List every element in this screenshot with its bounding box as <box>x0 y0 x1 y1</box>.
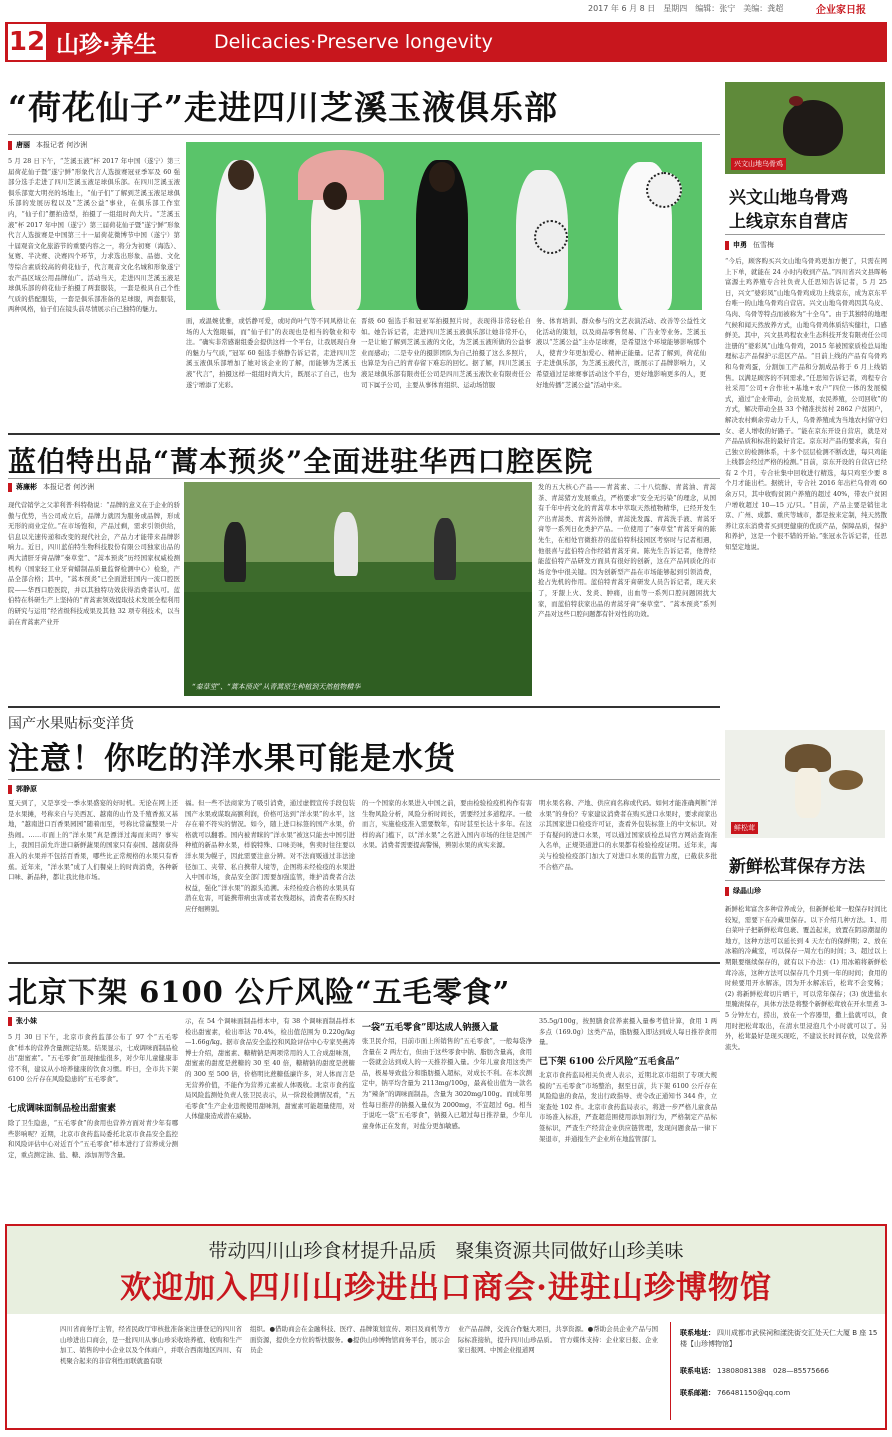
sidebar2-title: 新鲜松茸保存方法 <box>729 857 865 877</box>
article2-col1: 现代营销学之父菲利普·科特勒说：“品牌的意义在于企业的骄傲与优势，当公司成立后，品牌力就因为服务或品牌，形成无形的商业定位。”在市场饱和，产品过剩，需求引领供给，信息以光速传递和改变的现代社会，产品力才能带来品牌影响力。近日，四川蓝伯特生物科技股份有限公司独家出品的两大清肝牙膏品牌“秦草堂”、“蒿本预炎”历经国家权威检测机构（国家轻工业牙膏蜡制品质量监督检测中心）检验，产品全部合格；其中，“蒿本预炎”已全面进驻国内一流口腔医院——华西口腔医院，并以其独特功效获得消费者认可。蓝伯特在科研生产上坚持的“青蒿素领效提取技术发展全程利用的研究与运用”经省级科技成果及其他 32 项专利技术，以当前在青蒿素产业开 <box>8 501 180 626</box>
article4-col3: 张卫民介绍，目前市面上所销售的“五毛零食”，一般每袋净含量在 2 两左右，但由于这些零食中钠、脂肪含量高，食用一袋就会达到成人的一天推荐摄入量。少年儿童食用这类产品，极易导致盐分和脂肪摄入超标，对成长不利。在本次测定中，钠平均含量为 2113mg/100g，最高检出值为一款名为“辣条”的调味面制品，含量为 3020mg/100g。而成年男性每日推荐的钠摄入量仅为 2000mg，不宜超过 6g。相当于说吃一袋“五毛零食”，钠摄入已超过每日推荐量，少年儿童身体正在发育，对盐分更加敏感。 <box>362 1037 532 1130</box>
article3-col2: 福。但一些不法商家为了吸引消费，通过虚假宣传手段包装国产水果或谋取高额利润，价格可达到“洋水果”的水平，这存在着不符实的情况。如今，随上进口标签的国产水果，价格就可以翻番。国内被青睐的“洋水果”被这只能去中国引进种植的新品种水果，样貌特殊、口味美味，售卖时往往要以洋水果为幌子，因此需要注意分辨。对不法商贩通过非法途径加工、夹带、私自携带人境等，企图将未经检疫的水果进入中国市场，食品安全部门需要加强监管，维护消费者合法权益，强化“洋水果”的源头追溯。未经检疫合格的水果具有潜在危害，可能携带病虫害或者农残超标，消费者在购买时应仔细辨别。 <box>185 799 355 913</box>
article1-col2: 面，或温婉优雅，或恬静可爱，或时尚叶气等不同风格让在场的人大饱眼福，而“仙子们”的表现也是相当的敬业和专注。“确实非常感谢组委会提供这样一个平台，让我展现自身的魅力与气质，”冠军 60 强选手蔡静告诉记者，走进四川芝溪玉液俱乐部增加了她对该企业的了解，而能够为芝溪玉液“代言”，拍摄这样一组组时尚大片，既展示了自己，也为遂宁增添了光彩。 <box>186 317 356 389</box>
ad-line1: 带动四川山珍食材提升品质 聚集资源共同做好山珍美味 <box>208 1240 684 1262</box>
sidebar1-photo <box>725 82 885 174</box>
sidebar2-byline <box>725 886 767 896</box>
article3-col1: 夏天到了，又是享受一季水果盛宴的好时机。无论在网上还是水果摊，号称来自与美西瓦、越南的山竹及千殖香蕉又基地，“越南进口百香果园园”随着而至，号称比常赢整果一片热闹。……市面上的“洋水果”真是漂洋过海而来吗？事实上，我国目前允许进口新鲜蔬果的国家只有泰国、越南获得准入的水果并不包括百香果，哪些比正常规格的水果只有香蕉。近年来，“洋水果”成了人们餐桌上的时尚消费，各种新口味、新品种，都让我比他市场。 <box>8 799 178 882</box>
football <box>534 220 568 254</box>
plants <box>184 592 532 696</box>
contact-address <box>680 1328 880 1350</box>
article4-subhead: 七成调味面制品检出甜蜜素 <box>8 1104 117 1114</box>
byline-mark <box>8 141 12 150</box>
divider <box>8 962 720 964</box>
ad-col3: 业产品品牌，交流合作魅大项目，共享资源。●帮助会员企业产品与国际标准接轨，提升四川山珍品质。 官方媒体支持：企业家日报、企业家日报网、中国企业报道网 <box>458 1325 658 1355</box>
byline-mark <box>725 241 729 250</box>
article4-col2: 示，在 54 个调味面制品样本中，有 38 个调味面制品样本检出甜蜜素，检出率达 70.4%，检出值范围为 0.220g/kg—1.66g/kg。据市食品安全监控和风险评估中心专家吴燕涛博士介绍，甜蜜素、糖精钠是两项常用的人工合成甜味剂，甜蜜素的甜度是蔗糖的 30 至 40 倍，糖精钠的甜度是蔗糖的 300 至 500 倍，价格明比蔗糖低廉许多，对人体而言是无营养价值，不能作为营养元素被人体吸收。北京市食药监局风险监测处负责人张卫民表示，从一阶段检测情况看，“五毛零食”生产企业违规使用甜味剂，甜蜜素可能超量使用，对人体健康造成潜在威胁。 <box>185 1017 355 1121</box>
article3-col4: 明水果名称、产地、供应商名称或代码。如何才能准确判断“洋水果”的身份？专家建议消费者在购买进口水果时，要求商家出示其国家进口检疫许可证，查看外包装标签上的中文标识。对于有疑问的进口水果，可以通过国家质检总局官方网站查询准入名单，正规渠道进口的水果都有检验检疫证明。近年来，海关与检验检疫部门加大了对进口水果的监管力度，已截获多批不合格产品。 <box>539 799 717 871</box>
divider <box>8 779 720 780</box>
ad-line2: 欢迎加入四川山珍进出口商会·进驻山珍博物馆 <box>120 1270 772 1306</box>
article3-kicker: 国产水果贴标变洋货 <box>8 716 134 732</box>
sidebar2-photo <box>725 730 885 838</box>
contact-phone-label: 联系电话： <box>680 1367 715 1375</box>
sidebar1-body: “今后，顾客购买兴文山地乌骨鸡更加方便了，只需在网上下单，就能在 24 小时内收到产品。”四川省兴文县晖畅富源土鸡养殖专合社负责人任思知告诉记者，5 月 25 日，兴文“婆彩凤”山地乌骨鸡成功上线京东，成为京东平台唯一的山地乌骨鸡自营店。兴文山地乌骨鸡因其乌皮、乌肉、乌骨等特点而被称为“十全乌”。由于其独特的地理气候和闻天然放养方式，山地乌骨鸡体质结实健壮，口感鲜美。其中，兴文县鸡程农业生态科技开发有限责任公司注册的“婆彩凤”山地乌骨鸡，2015 年被国家质检总局地理标志产品保护示范区产品。“目前上线的产品有乌骨鸡和乌骨鸡蛋，分割加工产品和分割成品将于 6 月上线销售。以满足顾客的不同需求。”任思知告诉记者，鸡程专合社采用“公司+合作社+基地+农户”四位一体的发展模式，通过“企业带动，会员发展，农民养殖，公司回收”的方式，解决带动全县 33 个精准扶贫村 2862 户贫困户，解决农村剩余劳动力千人，乌骨养殖成为当地农村留守妇女、老人增收的好路子。“能在京东开设自营店，就是对产品品质和标准的最好肯定。京东对产品的要求高，有自己独立的检测体系，十多个层层检测不断改进，每只鸡能上线都会经过严格的检测。”目前，京东开设的自营店已经有 2 个月，专合社集中回收进行精选，每只鸡至少要 8 个月才能出栏。据统计，专合社 2016 年出栏乌骨鸡 60 余万只，其中收购贫困户养殖的超过 40%，带农户贫困户增收超过 10—15 元/只。“目前，产品主要是销往北京、广州、成都、重庆等城市，都是按来定制，纯天然散养让京东消费者买到更健康的优质产品，保障品质，保护和养护，这是一个很不错的开始。”张冠永告诉记者，任思知坚定地说。 <box>725 257 887 552</box>
contact-email-value: 766481150@qq.com <box>717 1389 791 1397</box>
article4-col4: 35.5g/100g，按照膳食营养素摄入量参考值计算，食用 1 两多点（169.0g）这类产品，脂肪摄入即达到成人每日推荐食用量。 <box>539 1017 717 1047</box>
byline-mark <box>8 1017 12 1026</box>
article1-col3: 晋级 60 强选手和冠亚军拍摄照片时，表现得非常轻松自如。她告诉记者，走进四川芝溪玉液俱乐部让她非常开心，一是让她了解到芝溪玉液的文化，为芝溪玉液所做的公益事业而感动；二是专业的摄影团队为自己拍摄了这么多照片，也算是为自己的青春留下难忘的回忆。据了解，四川芝溪玉液足球俱乐部有限责任公司是四川芝溪玉液饮业有限责任公司下属子公司，主要从事体育组织、运动场馆服 <box>361 317 531 389</box>
byline-author-2: 伍雪梅 <box>753 241 774 249</box>
paper-name: 企业家日报 <box>816 5 866 16</box>
article1-title: “荷花仙子”走进四川芝溪玉液俱乐部 <box>8 88 558 127</box>
article1-col4: 务、体育培训、群众参与的文艺表演活动、改善等公益性文化活动的策划，以及商品零售贸易、广告业等业务。芝溪玉液以“芝溪公益”主办足球赛，是希望这个环境能够影响那个人，使青少年更加爱心、精神正能量。记者了解到，荷花仙子走进俱乐部，为芝溪玉液代言，既展示了品牌影响力，又希望通过足球赛事活动这个平台，更好地影响更多的人，更好地传播“芝溪公益”活动中来。 <box>536 317 706 389</box>
article4-title: 北京下架 6100 公斤风险“五毛零食” <box>8 975 511 1009</box>
article4-col1b: 除了卫生隐患，“五毛零食”的食用也营养方面对青少年有哪些影响呢？近期，北京市食药监局委托北京市食品安全监控和风险评估中心对近百个“五毛零食”样本进行了营养成分测定，重点测定油、盐、糖、添加剂等含量。 <box>8 1119 178 1159</box>
contact-email <box>680 1388 790 1398</box>
model-head <box>323 182 347 210</box>
sidebar2-body: 新鲜松茸富含多种营养成分，但新鲜松茸一般保存时间比较短，需要下在冷藏里保存。以下介绍几种方法。1、用白菜叶子把新鲜松茸包裹、覆盖起来，放置在阴凉潮湿的地方，这种方法可以延长到 4 天左右的保鲜期；2、放在冰箱的冷藏室，可以保存一周左右的时间；3、超过以上期限要继续保存的，就有以下办法：(1) 用冰箱将新鲜松茸冷冻，这种方法可以保存几个月到一年的时间；食用的时候要用开水解冻，因为开水解冻后，松茸不会变稀；(2) 将新鲜松茸切片晒干，可以常年保存；(3) 放进盐水里腌渍保存，具体方法是将整个新鲜松茸放在开水里煮 3-5 分钟左右，捞出，放在一个容器里，撒上盐就可以，食用时把松茸取出，在清水里浸泡几个小时就可以了。另外，松茸最好是现买现吃，不建议长时间存放，以免营养流失。 <box>725 905 887 1051</box>
article2-photo <box>184 482 532 696</box>
section-title-cn: 山珍·养生 <box>56 32 157 58</box>
byline-author: 蒋廉彬 <box>16 483 37 491</box>
article4-col4b: 北京市食药监局相关负责人表示，近期北京市组织了专项大规模的“五毛零食”市场整治，据至日前，共下架 6100 公斤存在风险隐患的食品，发出行政指导、责令改正通知书 344 件，立案查处 102 件。北京市食药监局表示，将进一步严格儿童食品市场准入标准，严查超范围使用添加剂行为，严格制定产品标签标识，严查生产经营企业供应链管理，发现问题食品一律下架退市，并通报生产企业所在地监管部门。 <box>539 1071 717 1143</box>
sidebar1-title-line2: 上线京东自营店 <box>729 212 848 232</box>
mushroom-stem <box>795 768 821 818</box>
article4-col3-head: 一袋“五毛零食”即达成人钠摄入量 <box>362 1023 499 1033</box>
contact-address-label: 联系地址： <box>680 1329 715 1337</box>
model-head <box>228 160 254 190</box>
photo-caption: 鲜松茸 <box>731 822 758 834</box>
byline-author: 唐丽 <box>16 141 30 149</box>
contact-phone <box>680 1366 829 1376</box>
photo-caption: 兴文山地乌骨鸡 <box>731 158 786 170</box>
byline-reporter: 本报记者 何沙洲 <box>36 141 88 149</box>
article2-title: 蓝伯特出品“蒿本预炎”全面进驻华西口腔医院 <box>8 445 594 478</box>
divider <box>8 433 720 435</box>
article2-col3: 发的五大核心产品——青蒿素、二十八烷醇、青蒿油、青蒿茶、青蒿猪方发展重点，严格要求“安全无污染”的理念，从国有千年中药文化的青蒿草本中萃取天然植物精华，已经开发生产出青蒿类、青蒿外治牌，青蒿洗发露、青蒿洗手液、青蒿牙膏等一系列日化类护产品。一位使用了“秦草堂”青蒿牙膏的陈先生，在相处官微推荐的蓝伯特科技园区考察时与记者相遇，他很喜与蓝伯特合作经销青蒿牙膏。陈先生告诉记者，他曾经能蓝伯特产品研发方面具有很好的创新，这在产品同质化的市场竞争中很关键。因为创新型产品在市场能够起到引领消费，抢占先机的作用。蓝伯特青蒿牙膏研发人员告诉记者，现天来了，牙龈上火、发炎、肿痛，出血等一系列口腔问题困扰大家，而蓝伯特获家出品的青蒿牙膏“秦草堂”、“蒿本预炎”系列产品对这些口腔问题都有针对性的功效。 <box>538 483 716 619</box>
article2-byline <box>8 482 94 492</box>
model-head <box>429 162 455 192</box>
article1-col1: 5 月 28 日下午，“芝溪玉液”杯 2017 年中国（遂宁）第三届荷花仙子暨“遂宁鲜”形象代言人选拔赛冠亚季军及 60 强部分选手走进了四川芝溪玉液足球俱乐部。在四川芝溪玉液俱乐部宽大明亮的场地上，“仙子们”了解到芝溪玉液足球俱乐部的发展历程以及“芝溪公益”事业，在俱乐部工作室内，“仙子们”摆拍造型，拍摄了一组组时尚大片。“芝溪玉液”杯 2017 年中国（遂宁）第三届荷花仙子暨“遂宁鲜”形象代言人选拔赛是中国第三十一届荷花微博节中国（遂宁）第十届观音文化旅游节的重要内容之一，将分为初赛（海选）、复赛、半决赛、决赛四个环节，力求选出形象、品德、文化等综合素质较高的荷花仙子，代言观音文化名城和形象遂宁农产品区域公用品牌仙广。活动当天，走进四川芝溪玉液足球俱乐部的荷花仙子拍摄了两套服装，一套是极具自己个性气质的搭配服装，一套是俱乐部准备的足球服，两套服装，两种风格，仙子们在镜头前尽情展示自己独特的魅力。 <box>8 157 180 314</box>
byline-author: 申勇 <box>733 241 747 249</box>
article4-subhead-2: 已下架 6100 公斤风险“五毛食品” <box>539 1057 680 1067</box>
divider <box>725 234 885 235</box>
article3-col3: 的一个国家的水果进入中国之前，要由检验检疫机构作有害生物风险分析，风险分析时间长，需要经过多道程序。一般而言，实施检疫准入需要数年，有时甚至长达十多年。在这样的高门槛下，以“洋水果”之名进入国内市场的往往是国产水果。消费者需要提高警惕，辨别水果的真实来源。 <box>362 799 532 850</box>
article1-photo <box>186 142 702 310</box>
byline-author: 郭静原 <box>16 785 37 793</box>
mushroom-cap <box>829 770 863 790</box>
contact-address-value: 四川成都市武侯祠和漾洗街交汇处天仁大厦 B 座 15 楼【山珍博物馆】 <box>680 1329 878 1348</box>
byline-author: 张小妹 <box>16 1017 37 1025</box>
ad-col2: 组织。●借助商会在金融科技、医疗、品牌策划宣传、项目及商机等方面资源，提供全方位的帮扶服务。●提供山珍博物馆商务平台，展示会员企 <box>250 1325 450 1355</box>
sidebar1-byline <box>725 240 774 250</box>
byline-mark <box>8 785 12 794</box>
divider <box>8 478 720 479</box>
ad-divider <box>670 1322 671 1420</box>
chicken <box>783 100 843 156</box>
person <box>334 512 358 576</box>
person <box>224 522 246 582</box>
divider <box>8 1011 720 1012</box>
contact-email-label: 联系邮箱： <box>680 1389 715 1397</box>
photo-caption: “秦草堂”、“蒿本预炎”从青蒿原生种植到天然植物精华 <box>192 683 361 691</box>
page-number: 12 <box>8 24 46 60</box>
sidebar1-title-line1: 兴文山地乌骨鸡 <box>729 188 848 208</box>
article4-byline <box>8 1016 43 1026</box>
byline-author: 绿晶山珍 <box>733 887 761 895</box>
person <box>434 518 456 580</box>
divider <box>8 706 720 708</box>
chicken-comb <box>789 96 803 106</box>
ad-col1: 四川省商务厅主管，经省民政厅审核批准备案注册登记的四川省山珍进出口商会，是一批四川从事山珍采收培养植、收购和生产加工、销售的中小企业以及个体商户，并联合西南地区四川、有机聚合起来的非营利性而联就盈有联 <box>60 1325 242 1365</box>
byline-mark <box>725 887 729 896</box>
header-meta: 2017 年 6 月 8 日 星期四 编辑：张宁 美编：龚超 <box>588 4 784 13</box>
divider <box>8 134 720 135</box>
football <box>646 172 682 208</box>
article3-title: 注意！你吃的洋水果可能是水货 <box>8 741 456 777</box>
byline-reporter: 本报记者 何沙洲 <box>43 483 95 491</box>
article1-byline <box>8 140 87 150</box>
contact-phone-value: 13808081388 028—85575666 <box>717 1367 829 1375</box>
divider <box>725 880 885 881</box>
article3-byline <box>8 784 43 794</box>
section-title-en: Delicacies·Preserve longevity <box>214 31 493 53</box>
byline-mark <box>8 483 12 492</box>
article4-col1: 5 月 30 日下午，北京市食药监部公布了 97 个“五毛零食”样本的营养含量测定结果。结果显示，七成调味面制品检出“甜蜜素”。“五毛零食”虽现抽盐很多，对少年儿童健康非常不利，建议从小培养健康的饮食习惯。昨日，全市共下架 6100 公斤存在风险隐患的“五毛零食”。 <box>8 1033 178 1084</box>
